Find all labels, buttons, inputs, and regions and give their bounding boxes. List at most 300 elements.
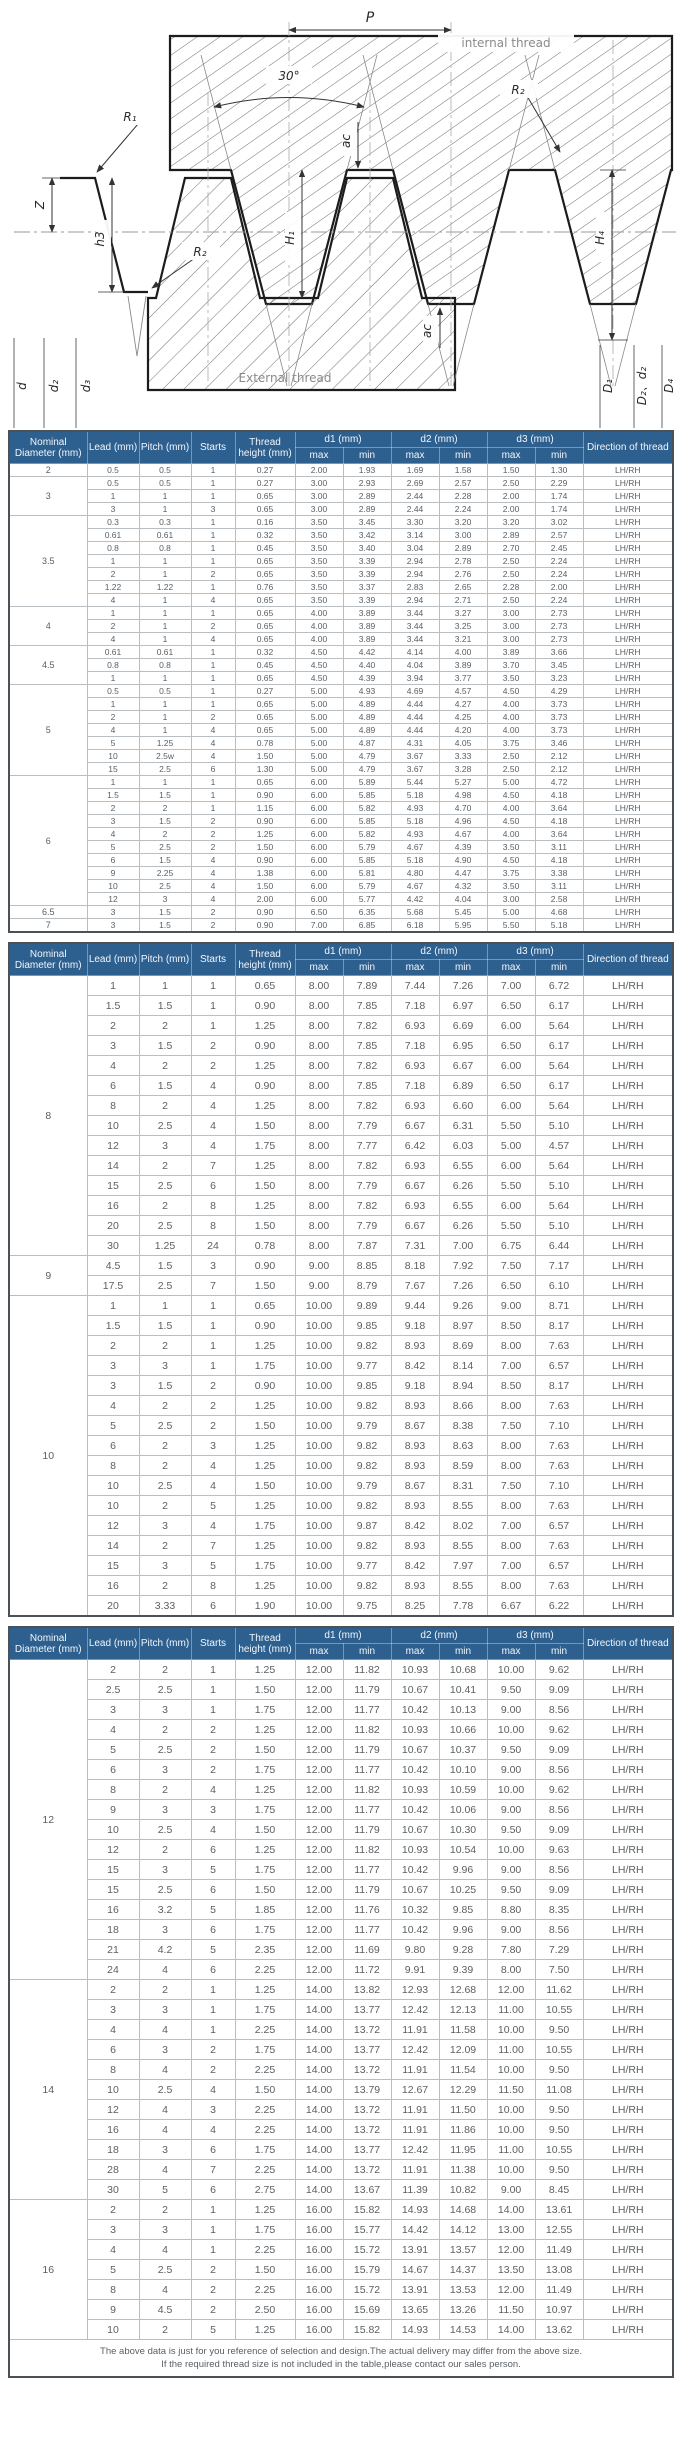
value-cell: 14.00 [295, 2020, 343, 2040]
table-row [9, 1236, 673, 1256]
value-cell: 7.89 [343, 976, 391, 996]
value-cell: 5.64 [535, 1096, 583, 1116]
table-row [9, 1940, 673, 1960]
table-row [9, 750, 673, 763]
D4-axis-label: D₄ [662, 378, 676, 394]
value-cell: 16 [87, 1196, 139, 1216]
value-cell: 4.39 [343, 672, 391, 685]
value-cell: 7.29 [535, 1940, 583, 1960]
value-cell: 15.82 [343, 2200, 391, 2220]
value-cell: 3 [87, 1376, 139, 1396]
value-cell: 8.93 [391, 1576, 439, 1596]
value-cell: 1 [139, 503, 191, 516]
value-cell: 1.50 [235, 1680, 295, 1700]
value-cell: 0.65 [235, 490, 295, 503]
value-cell: 1 [87, 776, 139, 789]
value-cell: 0.90 [235, 789, 295, 802]
value-cell: 1.25 [235, 2320, 295, 2340]
value-cell: 14.93 [391, 2320, 439, 2340]
value-cell: 17.5 [87, 1276, 139, 1296]
value-cell: 14.00 [487, 2320, 535, 2340]
value-cell: 12 [87, 2100, 139, 2120]
value-cell: 0.65 [235, 503, 295, 516]
footer-note-line1: The above data is just for you reference of selection and design.The actual delivery may differ from the above size. [100, 2346, 582, 2357]
value-cell: 6.00 [487, 1016, 535, 1036]
value-cell: 6.26 [439, 1176, 487, 1196]
value-cell: 13.72 [343, 2020, 391, 2040]
external-thread-label: External thread [238, 371, 332, 385]
value-cell: 12.00 [295, 1820, 343, 1840]
value-cell: 0.65 [235, 568, 295, 581]
value-cell: 8 [191, 1216, 235, 1236]
value-cell: 12.00 [295, 1760, 343, 1780]
value-cell: 13.77 [343, 2040, 391, 2060]
value-cell: 6.00 [295, 854, 343, 867]
value-cell: 2 [191, 2300, 235, 2320]
value-cell: 8.66 [439, 1396, 487, 1416]
value-cell: 10.00 [295, 1576, 343, 1596]
value-cell: 12 [87, 1516, 139, 1536]
value-cell: 3.40 [343, 542, 391, 555]
value-cell: 3 [87, 503, 139, 516]
value-cell: 12.00 [295, 1740, 343, 1760]
value-cell: LH/RH [583, 1476, 673, 1496]
value-cell: 3.89 [343, 633, 391, 646]
value-cell: 1 [87, 555, 139, 568]
value-cell: 2.24 [535, 555, 583, 568]
value-cell: 8.42 [391, 1356, 439, 1376]
table-row [9, 698, 673, 711]
value-cell: LH/RH [583, 1700, 673, 1720]
table-row [9, 2240, 673, 2260]
value-cell: 7.00 [487, 1516, 535, 1536]
value-cell: 2 [191, 2060, 235, 2080]
value-cell: 7.82 [343, 1156, 391, 1176]
value-cell: 10 [87, 750, 139, 763]
table-row [9, 2280, 673, 2300]
value-cell: 5.00 [295, 698, 343, 711]
value-cell: 5.81 [343, 867, 391, 880]
value-cell: 1.25 [139, 1236, 191, 1256]
value-cell: 10.13 [439, 1700, 487, 1720]
value-cell: 3.00 [487, 893, 535, 906]
value-cell: 14.00 [295, 1980, 343, 2000]
value-cell: 14 [87, 1536, 139, 1556]
value-cell: 6.00 [295, 828, 343, 841]
D2-axis-label: D₂、d₂ [635, 366, 649, 406]
table-row [9, 2100, 673, 2120]
value-cell: 10.00 [295, 1456, 343, 1476]
value-cell: 3.33 [439, 750, 487, 763]
header-d2: d2 (mm) [391, 943, 487, 960]
value-cell: 6.17 [535, 1076, 583, 1096]
value-cell: 3.21 [439, 633, 487, 646]
value-cell: 1.5 [139, 1036, 191, 1056]
value-cell: 1.5 [87, 789, 139, 802]
value-cell: LH/RH [583, 503, 673, 516]
value-cell: 2 [139, 1156, 191, 1176]
value-cell: 2.00 [487, 490, 535, 503]
value-cell: 10.93 [391, 1840, 439, 1860]
value-cell: 4.44 [391, 698, 439, 711]
value-cell: 12.00 [295, 1660, 343, 1680]
value-cell: 6.18 [391, 919, 439, 933]
value-cell: 10.67 [391, 1820, 439, 1840]
value-cell: 10 [87, 1476, 139, 1496]
value-cell: 8.93 [391, 1536, 439, 1556]
value-cell: 2.5 [139, 1276, 191, 1296]
value-cell: 8.00 [295, 1056, 343, 1076]
value-cell: 5.85 [343, 789, 391, 802]
value-cell: 28 [87, 2160, 139, 2180]
value-cell: LH/RH [583, 1296, 673, 1316]
value-cell: 1.90 [235, 1596, 295, 1617]
value-cell: 6.72 [535, 976, 583, 996]
value-cell: 6.93 [391, 1156, 439, 1176]
value-cell: 3.45 [343, 516, 391, 529]
table-row [9, 1800, 673, 1820]
value-cell: 1 [191, 698, 235, 711]
value-cell: 2.00 [487, 503, 535, 516]
value-cell: 9.62 [535, 1780, 583, 1800]
value-cell: 7.63 [535, 1576, 583, 1596]
value-cell: 8.17 [535, 1316, 583, 1336]
value-cell: 8.56 [535, 1800, 583, 1820]
value-cell: LH/RH [583, 2040, 673, 2060]
value-cell: 2.58 [535, 893, 583, 906]
value-cell: 14.00 [295, 2160, 343, 2180]
value-cell: 1.50 [487, 464, 535, 477]
value-cell: 6.93 [391, 1096, 439, 1116]
value-cell: 1 [139, 724, 191, 737]
header-d1: d1 (mm) [295, 1627, 391, 1644]
thread-profile-svg [0, 0, 680, 430]
value-cell: 3.39 [343, 568, 391, 581]
diameter-cell: 6 [9, 776, 87, 906]
value-cell: 8.63 [439, 1436, 487, 1456]
value-cell: 9.50 [487, 1680, 535, 1700]
value-cell: 2.44 [391, 503, 439, 516]
value-cell: 12.00 [295, 1800, 343, 1820]
d-axis-label: d [15, 382, 29, 390]
value-cell: 11.77 [343, 1920, 391, 1940]
value-cell: 12.00 [295, 1940, 343, 1960]
table-row [9, 464, 673, 477]
value-cell: 8.00 [487, 1536, 535, 1556]
header-thread-height: Thread height (mm) [235, 1627, 295, 1660]
value-cell: 1.5 [87, 1316, 139, 1336]
value-cell: 9.85 [343, 1316, 391, 1336]
value-cell: 6.93 [391, 1016, 439, 1036]
value-cell: 4.72 [535, 776, 583, 789]
value-cell: 0.32 [235, 529, 295, 542]
value-cell: 8.00 [487, 1576, 535, 1596]
value-cell: 8.93 [391, 1336, 439, 1356]
value-cell: 9.50 [535, 2120, 583, 2140]
table-row [9, 711, 673, 724]
value-cell: 2 [191, 2280, 235, 2300]
value-cell: 9.82 [343, 1576, 391, 1596]
value-cell: 5 [87, 2260, 139, 2280]
value-cell: 6 [191, 1176, 235, 1196]
value-cell: 1 [191, 976, 235, 996]
value-cell: 5.00 [487, 906, 535, 919]
value-cell: 1.25 [235, 1780, 295, 1800]
value-cell: 2.25 [235, 2100, 295, 2120]
value-cell: 8.42 [391, 1516, 439, 1536]
value-cell: 1 [191, 490, 235, 503]
value-cell: 12.00 [295, 1700, 343, 1720]
value-cell: 4.5 [87, 1256, 139, 1276]
header-starts: Starts [191, 1627, 235, 1660]
value-cell: 1 [87, 976, 139, 996]
value-cell: 1.50 [235, 1416, 295, 1436]
value-cell: 1 [139, 711, 191, 724]
value-cell: 13.67 [343, 2180, 391, 2200]
value-cell: LH/RH [583, 919, 673, 933]
angle-label: 30° [278, 69, 300, 83]
value-cell: 13.62 [535, 2320, 583, 2340]
value-cell: 9.00 [487, 1860, 535, 1880]
value-cell: 1.50 [235, 1276, 295, 1296]
value-cell: 2 [139, 1980, 191, 2000]
value-cell: 8.93 [391, 1456, 439, 1476]
value-cell: 7.44 [391, 976, 439, 996]
value-cell: 2.65 [439, 581, 487, 594]
table-row [9, 2040, 673, 2060]
value-cell: 11.69 [343, 1940, 391, 1960]
value-cell: LH/RH [583, 1436, 673, 1456]
value-cell: 1.75 [235, 2220, 295, 2240]
value-cell: 8 [87, 2060, 139, 2080]
value-cell: 8.42 [391, 1556, 439, 1576]
value-cell: LH/RH [583, 1596, 673, 1617]
value-cell: LH/RH [583, 1376, 673, 1396]
value-cell: 1.75 [235, 1700, 295, 1720]
value-cell: 0.5 [87, 477, 139, 490]
value-cell: 2 [87, 1336, 139, 1356]
value-cell: 0.5 [87, 464, 139, 477]
value-cell: 5.18 [391, 789, 439, 802]
value-cell: 4.00 [295, 620, 343, 633]
value-cell: 2.5 [139, 1416, 191, 1436]
header-max: max [391, 1644, 439, 1660]
value-cell: 1.25 [235, 1660, 295, 1680]
value-cell: 3.00 [487, 607, 535, 620]
value-cell: 4.93 [391, 828, 439, 841]
value-cell: 3 [87, 906, 139, 919]
diameter-cell: 6.5 [9, 906, 87, 919]
value-cell: 3 [87, 815, 139, 828]
value-cell: 5 [191, 1900, 235, 1920]
table-row [9, 1076, 673, 1096]
value-cell: 10.00 [295, 1376, 343, 1396]
value-cell: 0.90 [235, 854, 295, 867]
value-cell: 5.45 [439, 906, 487, 919]
value-cell: 16 [87, 1900, 139, 1920]
value-cell: 5.85 [343, 815, 391, 828]
value-cell: 3.73 [535, 698, 583, 711]
value-cell: 1 [191, 1680, 235, 1700]
value-cell: 3 [191, 1436, 235, 1456]
value-cell: 7 [191, 1276, 235, 1296]
value-cell: 10.55 [535, 2140, 583, 2160]
value-cell: 3 [87, 1036, 139, 1056]
value-cell: 0.90 [235, 906, 295, 919]
value-cell: LH/RH [583, 711, 673, 724]
value-cell: 2.5 [139, 2080, 191, 2100]
value-cell: 2 [191, 815, 235, 828]
value-cell: 3.27 [439, 607, 487, 620]
value-cell: 2 [87, 711, 139, 724]
value-cell: 8.55 [439, 1496, 487, 1516]
value-cell: LH/RH [583, 2220, 673, 2240]
ac-label-bottom: ac [420, 324, 434, 338]
value-cell: 8.00 [295, 1196, 343, 1216]
value-cell: 8.02 [439, 1516, 487, 1536]
value-cell: LH/RH [583, 620, 673, 633]
value-cell: 11.39 [391, 2180, 439, 2200]
value-cell: 10.00 [487, 1780, 535, 1800]
value-cell: 8.18 [391, 1256, 439, 1276]
value-cell: 0.3 [139, 516, 191, 529]
value-cell: 9.82 [343, 1536, 391, 1556]
header-nominal-diameter: Nominal Diameter (mm) [9, 943, 87, 976]
value-cell: 3.14 [391, 529, 439, 542]
value-cell: 10.00 [487, 2100, 535, 2120]
value-cell: 3.44 [391, 607, 439, 620]
value-cell: 2 [139, 1056, 191, 1076]
value-cell: 4 [139, 2240, 191, 2260]
value-cell: 4.67 [391, 841, 439, 854]
value-cell: 1.5 [139, 789, 191, 802]
value-cell: 14.00 [295, 2040, 343, 2060]
value-cell: 3.50 [295, 581, 343, 594]
value-cell: 2 [139, 1196, 191, 1216]
value-cell: 3.66 [535, 646, 583, 659]
value-cell: 1.5 [139, 919, 191, 933]
value-cell: 8.00 [295, 1176, 343, 1196]
value-cell: 6 [87, 2040, 139, 2060]
value-cell: 8.31 [439, 1476, 487, 1496]
table-row [9, 2200, 673, 2220]
value-cell: 4 [87, 633, 139, 646]
value-cell: 11.91 [391, 2060, 439, 2080]
value-cell: 3.39 [343, 555, 391, 568]
value-cell: LH/RH [583, 737, 673, 750]
value-cell: LH/RH [583, 1960, 673, 1980]
value-cell: 15 [87, 1556, 139, 1576]
value-cell: 5 [139, 2180, 191, 2200]
value-cell: 2 [191, 1720, 235, 1740]
value-cell: 11.82 [343, 1840, 391, 1860]
value-cell: 7.50 [487, 1416, 535, 1436]
value-cell: 11.91 [391, 2120, 439, 2140]
value-cell: 8.00 [295, 1216, 343, 1236]
value-cell: 10.68 [439, 1660, 487, 1680]
value-cell: 1 [191, 2200, 235, 2220]
value-cell: 14.53 [439, 2320, 487, 2340]
value-cell: 7.85 [343, 996, 391, 1016]
value-cell: LH/RH [583, 1860, 673, 1880]
value-cell: 2.00 [235, 893, 295, 906]
value-cell: 10.00 [295, 1596, 343, 1617]
table-row [9, 1536, 673, 1556]
value-cell: 3.75 [487, 867, 535, 880]
value-cell: LH/RH [583, 1536, 673, 1556]
value-cell: 2.5 [139, 1116, 191, 1136]
value-cell: 7.77 [343, 1136, 391, 1156]
value-cell: 2.45 [535, 542, 583, 555]
value-cell: 10 [87, 2080, 139, 2100]
value-cell: 11.77 [343, 1700, 391, 1720]
header-nominal-diameter: Nominal Diameter (mm) [9, 1627, 87, 1660]
value-cell: 1.93 [343, 464, 391, 477]
value-cell: 5.10 [535, 1216, 583, 1236]
value-cell: 9.91 [391, 1960, 439, 1980]
header-direction: Direction of thread [583, 1627, 673, 1660]
value-cell: 9.89 [343, 1296, 391, 1316]
value-cell: 11.49 [535, 2240, 583, 2260]
value-cell: 4 [87, 1056, 139, 1076]
value-cell: 7.97 [439, 1556, 487, 1576]
value-cell: 4 [191, 724, 235, 737]
value-cell: 1 [139, 633, 191, 646]
value-cell: 3 [87, 1700, 139, 1720]
table-row [9, 1476, 673, 1496]
value-cell: 3 [139, 893, 191, 906]
header-d2: d2 (mm) [391, 1627, 487, 1644]
value-cell: 15 [87, 763, 139, 776]
table-row [9, 919, 673, 933]
value-cell: LH/RH [583, 2160, 673, 2180]
value-cell: 1 [139, 776, 191, 789]
value-cell: 4.67 [391, 880, 439, 893]
value-cell: 2.94 [391, 555, 439, 568]
value-cell: 14.42 [391, 2220, 439, 2240]
value-cell: 10.30 [439, 1820, 487, 1840]
value-cell: 4.44 [391, 711, 439, 724]
value-cell: 9.28 [439, 1940, 487, 1960]
value-cell: 1.75 [235, 1136, 295, 1156]
table-row [9, 1176, 673, 1196]
value-cell: 6.50 [487, 1276, 535, 1296]
value-cell: 9.00 [487, 1920, 535, 1940]
diameter-cell: 3 [9, 477, 87, 516]
value-cell: 0.76 [235, 581, 295, 594]
value-cell: 6.50 [487, 996, 535, 1016]
value-cell: 7.85 [343, 1076, 391, 1096]
value-cell: 8 [87, 2280, 139, 2300]
value-cell: 4.20 [439, 724, 487, 737]
value-cell: 9.18 [391, 1316, 439, 1336]
value-cell: 2 [191, 828, 235, 841]
value-cell: 3.23 [535, 672, 583, 685]
value-cell: 2.5 [139, 1680, 191, 1700]
value-cell: 2.5 [139, 1820, 191, 1840]
value-cell: 0.45 [235, 659, 295, 672]
value-cell: 4 [139, 2160, 191, 2180]
value-cell: 0.78 [235, 1236, 295, 1256]
value-cell: LH/RH [583, 906, 673, 919]
value-cell: LH/RH [583, 724, 673, 737]
value-cell: 8.56 [535, 1920, 583, 1940]
value-cell: 1 [191, 529, 235, 542]
value-cell: 21 [87, 1940, 139, 1960]
value-cell: 2.25 [235, 2120, 295, 2140]
value-cell: 12.00 [295, 1900, 343, 1920]
value-cell: 0.65 [235, 620, 295, 633]
